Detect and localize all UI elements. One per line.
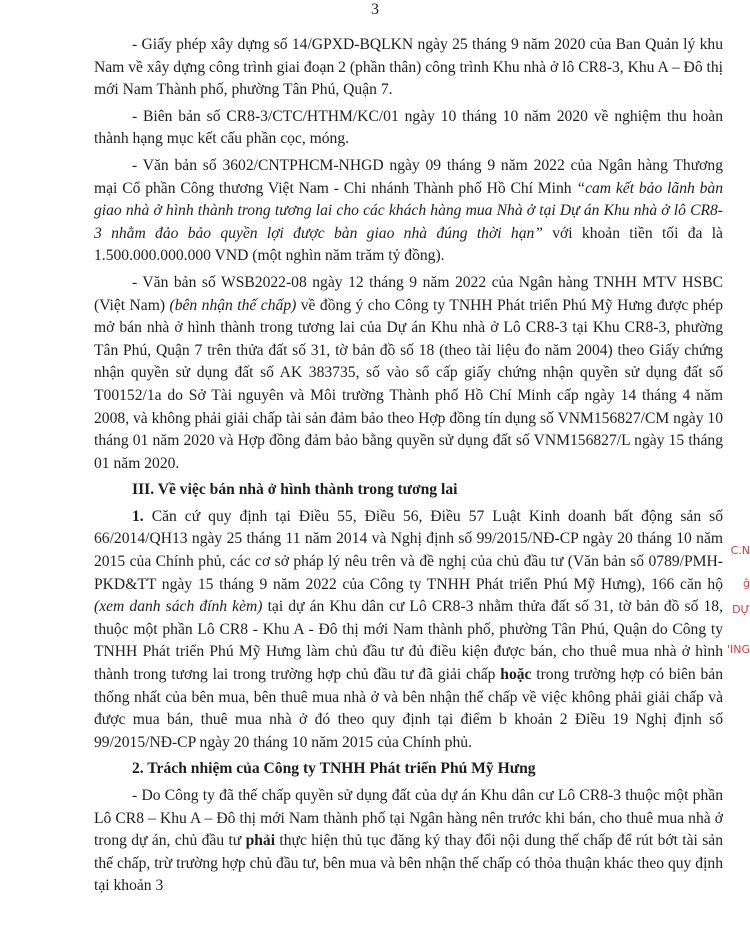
paragraph-acceptance-record <box>94 106 723 151</box>
text-run: với khoản tiền tối đa là 1.500.000.000.000 VND (một nghìn năm trăm tỷ đồng). <box>94 224 723 265</box>
stamp-fragment: DỰ <box>732 604 750 616</box>
text-run: - Văn bản số WSB2022-08 ngày 12 tháng 9 năm 2022 của Ngân hàng TNHH MTV HSBC (Việt Nam) <box>94 273 723 314</box>
stamp-fragment: 'ỈNG <box>726 644 750 656</box>
paragraph-item-1 <box>94 506 723 755</box>
italic-note: (bên nhận thế chấp) <box>169 296 297 314</box>
text-run: - Biên bản số CR8-3/CTC/HTHM/KC/01 ngày 10 tháng 10 năm 2020 về nghiệm thu hoàn thành hạng mục kết cấu phần cọc, móng. <box>94 107 723 148</box>
text-run: thực hiện thủ tục đăng ký thay đổi nội dung thế chấp để rút bớt tài sản thế chấp, trừ trường hợp chủ đầu tư, bên mua và bên nhận thế chấp có thỏa thuận khác theo quy định tại khoản 3 <box>94 832 723 895</box>
page-number: 3 <box>371 1 379 18</box>
section-heading-iii: III. Về việc bán nhà ở hình thành trong tương lai <box>132 481 458 499</box>
text-run: tại dự án Khu dân cư Lô CR8-3 nhằm thửa đất số 31, tờ bản đồ số 18, thuộc một phần Lô CR8 - Khu A - Đô thị mới Nam thành phố, phường Tân Phú, Quận do Công ty TNHH Phát triển Phú Mỹ Hưng làm chủ đầu tư đủ điều kiện được bán, cho thuê mua nhà ở hình thành trong tương lai trong trường hợp chủ đầu tư đã giải chấp <box>94 598 723 684</box>
text-run: Căn cứ quy định tại Điều 55, Điều 56, Điều 57 Luật Kinh doanh bất động sản số 66/2014/QH13 ngày 25 tháng 11 năm 2014 và Nghị định số 99/2015/NĐ-CP ngày 20 tháng 10 năm 2015 của Chính phủ, các cơ sở pháp lý nêu trên và đề nghị của chủ đầu tư (Văn bản số 0789/PMH-PKD&TT ngày 15 tháng 9 năm 2022 của Công ty TNHH Phát triển Phú Mỹ Hưng), 166 căn hộ <box>94 507 723 593</box>
paragraph-building-permit <box>94 34 723 102</box>
paragraph-vietinbank-guarantee <box>94 155 723 268</box>
italic-quote: “cam kết bảo lãnh bàn giao nhà ở hình thành trong tương lai cho các khách hàng mua Nhà ở tại Dự án Khu nhà ở lô CR8-3 nhằm đảo bảo quyền lợi được bàn giao nhà đúng thời hạn” <box>94 179 723 242</box>
text-run: - Do Công ty đã thế chấp quyền sử dụng đất của dự án Khu dân cư Lô CR8-3 thuộc một phần Lô CR8 – Khu A – Đô thị mới Nam thành phố tại Ngân hàng nên trước khi bán, cho thuê mua nhà ở trong dự án, chủ đầu tư <box>94 787 723 850</box>
section-heading-2: 2. Trách nhiệm của Công ty TNHH Phát triển Phú Mỹ Hưng <box>132 760 536 778</box>
italic-note: (xem danh sách đính kèm) <box>94 598 263 616</box>
text-run: trong trường hợp có biên bản thống nhất của bên mua, bên thuê mua nhà ở và bên nhận thế chấp về việc không phải giải chấp và được mua bán, thuê mua nhà ở đó theo quy định tại điểm b khoản 2 Điều 19 Nghị định số 99/2015/NĐ-CP ngày 20 tháng 10 năm 2015 của Chính phủ. <box>94 666 724 751</box>
document-body <box>94 34 723 902</box>
stamp-fragment: ĝ <box>743 578 750 590</box>
paragraph-hsbc-consent <box>94 272 723 475</box>
paragraph-responsibility <box>94 785 723 898</box>
text-run: - Văn bản số 3602/CNTPHCM-NHGD ngày 09 tháng 9 năm 2022 của Ngân hàng Thương mại Cổ phần Công thương Việt Nam - Chi nhánh Thành phố Hồ Chí Minh <box>94 156 723 197</box>
bold-word: hoặc <box>500 666 532 684</box>
bold-word: phải <box>245 832 276 850</box>
text-run: - Giấy phép xây dựng số 14/GPXD-BQLKN ngày 25 tháng 9 năm 2020 của Ban Quản lý khu Nam về xây dựng công trình giai đoạn 2 (phần thân) công trình Khu nhà ở lô CR8-3, Khu A – Đô thị mới Nam Thành phố, phường Tân Phú, Quận 7. <box>94 36 723 99</box>
stamp-fragment: C.N <box>730 545 750 557</box>
item-number: 1. <box>132 507 144 525</box>
text-run: về đồng ý cho Công ty TNHH Phát triển Phú Mỹ Hưng được phép mở bán nhà ở hình thành trong tương lai của Dự án Khu nhà ở Lô CR8-3 tại Khu CR8-3, phường Tân Phú, Quận 7 trên thửa đất số 31, tờ bản đồ số 18 (theo tài liệu đo năm 2004) theo Giấy chứng nhận quyền sử dụng đất số AK 383735, số vào sổ cấp giấy chứng nhận quyền sử dụng đất số T00152/1a do Sở Tài nguyên và Môi trường Thành phố Hồ Chí Minh cấp ngày 14 tháng 4 năm 2008, và không phải giải chấp tài sản đảm bảo theo Hợp đồng tín dụng số VNM156827/CM ngày 10 tháng 01 năm 2020 và Hợp đồng đảm bảo bằng quyền sử dụng đất số VNM156827/L ngày 15 tháng 01 năm 2020. <box>94 296 723 472</box>
